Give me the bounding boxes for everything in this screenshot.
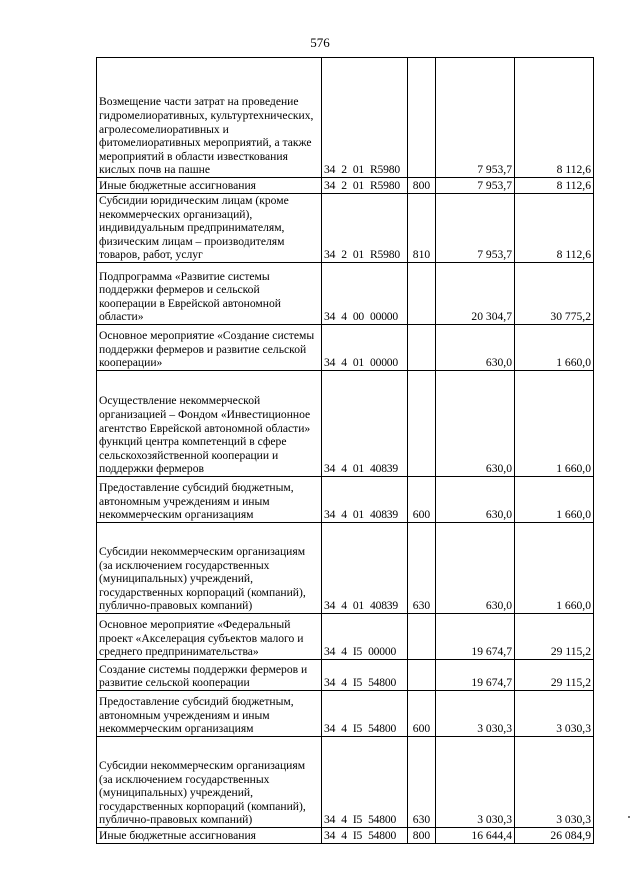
code-direction: 00000: [368, 645, 397, 659]
target-code: [322, 613, 408, 659]
amount-first-year: 7 953,7: [436, 58, 515, 178]
amount-first-year: 20 304,7: [436, 262, 515, 324]
amount-second-year: 8 112,6: [515, 58, 594, 178]
budget-table: [96, 57, 594, 844]
code-program: 34: [324, 179, 336, 193]
code-main-activity: 01: [352, 179, 365, 193]
amount-first-year: 630,0: [436, 476, 515, 522]
code-main-activity: 01: [352, 163, 365, 177]
code-subprogram: 2: [341, 179, 347, 193]
amount-second-year: 3 030,3: [515, 690, 594, 736]
table-row: [97, 736, 594, 827]
code-direction: 54800: [368, 722, 397, 736]
expense-type-code: 600: [408, 690, 436, 736]
code-main-activity: I5: [352, 829, 363, 843]
code-program: 34: [324, 356, 336, 370]
expense-type-code: [408, 613, 436, 659]
item-name: Субсидии некоммерческим организациям (за исключением государственных (муниципальных) учреждений, государственных корпораций (компаний), публично-правовых компаний): [97, 736, 322, 827]
code-direction: 54800: [368, 813, 397, 827]
code-direction: 00000: [370, 310, 399, 324]
amount-first-year: 19 674,7: [436, 613, 515, 659]
code-program: 34: [324, 508, 336, 522]
code-main-activity: I5: [352, 722, 363, 736]
item-name: Осуществление некоммерческой организацией – Фондом «Инвестиционное агентство Еврейской автономной области» функций центра компетенций в сфере сельскохозяйственной кооперации и поддержки фермеров: [97, 370, 322, 476]
table-row: [97, 613, 594, 659]
code-program: 34: [324, 722, 336, 736]
amount-first-year: 3 030,3: [436, 736, 515, 827]
code-subprogram: 4: [341, 599, 347, 613]
expense-type-code: [408, 370, 436, 476]
code-subprogram: 4: [341, 508, 347, 522]
target-code: [322, 178, 408, 194]
code-subprogram: 4: [341, 645, 347, 659]
table-row: [97, 659, 594, 690]
amount-second-year: 1 660,0: [515, 476, 594, 522]
amount-second-year: 1 660,0: [515, 370, 594, 476]
code-subprogram: 4: [341, 310, 347, 324]
code-direction: 00000: [370, 356, 399, 370]
expense-type-code: 800: [408, 827, 436, 843]
target-code: [322, 522, 408, 613]
code-program: 34: [324, 829, 336, 843]
scan-speck: [628, 816, 630, 818]
amount-first-year: 630,0: [436, 522, 515, 613]
code-program: 34: [324, 310, 336, 324]
amount-second-year: 8 112,6: [515, 194, 594, 263]
code-main-activity: I5: [352, 813, 363, 827]
code-subprogram: 4: [341, 829, 347, 843]
amount-first-year: 630,0: [436, 370, 515, 476]
expense-type-code: 630: [408, 522, 436, 613]
item-name: Возмещение части затрат на проведение гидромелиоративных, культуртехнических, агролесомелиоративных и фитомелиоративных мероприятий, а также мероприятий в области известкования кислых почв на пашне: [97, 58, 322, 178]
table-row: [97, 262, 594, 324]
code-subprogram: 4: [341, 722, 347, 736]
amount-second-year: 3 030,3: [515, 736, 594, 827]
amount-first-year: 3 030,3: [436, 690, 515, 736]
code-program: 34: [324, 676, 336, 690]
item-name: Субсидии некоммерческим организациям (за исключением государственных (муниципальных) учреждений, государственных корпораций (компаний), публично-правовых компаний): [97, 522, 322, 613]
code-main-activity: 00: [352, 310, 365, 324]
item-name: Предоставление субсидий бюджетным, автономным учреждениям и иным некоммерческим организациям: [97, 476, 322, 522]
item-name: Создание системы поддержки фермеров и развитие сельской кооперации: [97, 659, 322, 690]
code-main-activity: 01: [352, 248, 365, 262]
amount-second-year: 26 084,9: [515, 827, 594, 843]
table-row: [97, 324, 594, 370]
table-row: [97, 476, 594, 522]
amount-first-year: 7 953,7: [436, 178, 515, 194]
expense-type-code: [408, 262, 436, 324]
code-main-activity: 01: [352, 462, 365, 476]
table-row: [97, 194, 594, 263]
expense-type-code: [408, 659, 436, 690]
target-code: [322, 370, 408, 476]
code-program: 34: [324, 163, 336, 177]
code-program: 34: [324, 645, 336, 659]
amount-second-year: 1 660,0: [515, 522, 594, 613]
code-subprogram: 4: [341, 356, 347, 370]
code-subprogram: 4: [341, 676, 347, 690]
code-subprogram: 2: [341, 248, 347, 262]
target-code: [322, 476, 408, 522]
item-name: Подпрограмма «Развитие системы поддержки фермеров и сельской кооперации в Еврейской автономной области»: [97, 262, 322, 324]
item-name: Иные бюджетные ассигнования: [97, 178, 322, 194]
table-row: [97, 370, 594, 476]
item-name: Субсидии юридическим лицам (кроме некоммерческих организаций), индивидуальным предпринимателям, физическим лицам – производителям товаров, работ, услуг: [97, 194, 322, 263]
code-program: 34: [324, 599, 336, 613]
code-subprogram: 4: [341, 462, 347, 476]
amount-second-year: 8 112,6: [515, 178, 594, 194]
expense-type-code: [408, 58, 436, 178]
code-subprogram: 4: [341, 813, 347, 827]
code-direction: 40839: [370, 462, 399, 476]
budget-table-body: [97, 58, 594, 844]
code-direction: 40839: [370, 599, 399, 613]
target-code: [322, 324, 408, 370]
code-direction: R5980: [370, 179, 400, 193]
target-code: [322, 262, 408, 324]
code-main-activity: 01: [352, 508, 365, 522]
amount-first-year: 16 644,4: [436, 827, 515, 843]
expense-type-code: 800: [408, 178, 436, 194]
expense-type-code: [408, 324, 436, 370]
amount-second-year: 29 115,2: [515, 659, 594, 690]
code-program: 34: [324, 462, 336, 476]
code-program: 34: [324, 813, 336, 827]
code-direction: 40839: [370, 508, 399, 522]
amount-first-year: 7 953,7: [436, 194, 515, 263]
table-row: [97, 690, 594, 736]
expense-type-code: 600: [408, 476, 436, 522]
page-number: 576: [310, 35, 330, 50]
expense-type-code: 630: [408, 736, 436, 827]
code-direction: 54800: [368, 676, 397, 690]
code-main-activity: I5: [352, 645, 363, 659]
table-row: [97, 178, 594, 194]
item-name: Иные бюджетные ассигнования: [97, 827, 322, 843]
amount-first-year: 19 674,7: [436, 659, 515, 690]
code-program: 34: [324, 248, 336, 262]
table-row: [97, 522, 594, 613]
table-row: [97, 58, 594, 178]
table-row: [97, 827, 594, 843]
item-name: Предоставление субсидий бюджетным, автономным учреждениям и иным некоммерческим организациям: [97, 690, 322, 736]
amount-second-year: 29 115,2: [515, 613, 594, 659]
code-main-activity: 01: [352, 356, 365, 370]
code-direction: R5980: [370, 248, 400, 262]
code-subprogram: 2: [341, 163, 347, 177]
code-direction: 54800: [368, 829, 397, 843]
amount-second-year: 1 660,0: [515, 324, 594, 370]
amount-first-year: 630,0: [436, 324, 515, 370]
item-name: Основное мероприятие «Создание системы поддержки фермеров и развитие сельской кооперации»: [97, 324, 322, 370]
target-code: [322, 194, 408, 263]
expense-type-code: 810: [408, 194, 436, 263]
amount-second-year: 30 775,2: [515, 262, 594, 324]
target-code: [322, 690, 408, 736]
target-code: [322, 736, 408, 827]
target-code: [322, 659, 408, 690]
code-main-activity: 01: [352, 599, 365, 613]
code-direction: R5980: [370, 163, 400, 177]
code-main-activity: I5: [352, 676, 363, 690]
item-name: Основное мероприятие «Федеральный проект «Акселерация субъектов малого и среднего предпринимательства»: [97, 613, 322, 659]
target-code: [322, 827, 408, 843]
target-code: [322, 58, 408, 178]
